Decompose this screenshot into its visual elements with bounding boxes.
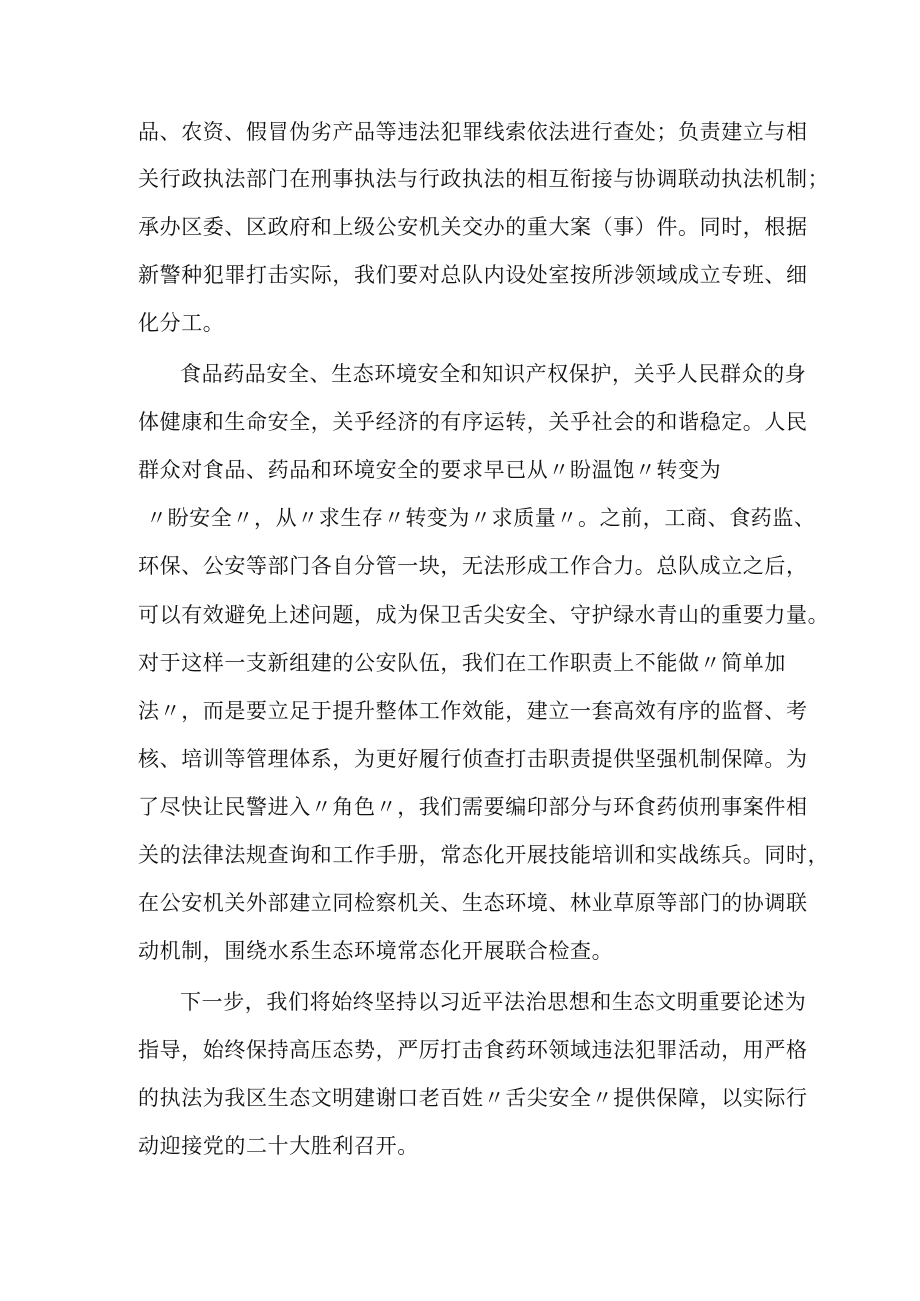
paragraph-first-line: 食品药品安全、生态环境安全和知识产权保护，关乎人民群众的身 [180,362,807,386]
text-line: 指导，始终保持高压态势，严厉打击食药环领域违法犯罪活动，用严格 [138,1038,808,1062]
text-line: 法〃，而是要立足于提升整体工作效能，建立一套高效有序的监督、考 [138,699,808,723]
text-line: 群众对食品、药品和环境安全的要求早已从〃盼温饱〃转变为 [138,458,722,482]
text-line: 动机制，围绕水系生态环境常态化开展联合检查。 [138,939,614,963]
text-line: 了尽快让民警进入〃角色〃，我们需要编印部分与环食药侦刑事案件相 [138,795,808,819]
text-line: 关的法律法规查询和工作手册，常态化开展技能培训和实战练兵。同时， [138,843,830,867]
text-line: 在公安机关外部建立同检察机关、生态环境、林业草原等部门的协调联 [138,891,808,915]
text-line: 品、农资、假冒伪劣产品等违法犯罪线索依法进行查处；负责建立与相 [138,120,808,144]
paragraph-first-line: 下一步，我们将始终坚持以习近平法治思想和生态文明重要论述为 [180,990,807,1014]
text-line: 对于这样一支新组建的公安队伍，我们在工作职责上不能做〃简单加 [138,651,786,675]
text-line: 关行政执法部门在刑事执法与行政执法的相互衔接与协调联动执法机制； [138,167,830,191]
text-line: 体健康和生命安全，关乎经济的有序运转，关乎社会的和谐稳定。人民 [138,410,808,434]
text-line: 〃盼安全〃，从〃求生存〃转变为〃求质量〃。之前，工商、食药监、 [146,506,816,530]
text-line: 新警种犯罪打击实际，我们要对总队内设处室按所涉领域成立专班、细 [138,263,808,287]
text-line: 承办区委、区政府和上级公安机关交办的重大案（事）件。同时，根据 [138,215,808,239]
text-line: 的执法为我区生态文明建谢口老百姓〃舌尖安全〃提供保障，以实际行 [138,1086,808,1110]
text-line: 化分工。 [138,311,225,335]
text-line: 核、培训等管理体系，为更好履行侦查打击职责提供坚强机制保障。为 [138,747,808,771]
text-line: 动迎接党的二十大胜利召开。 [138,1134,419,1158]
text-line: 环保、公安等部门各自分管一块，无法形成工作合力。总队成立之后， [138,554,808,578]
text-line: 可以有效避免上述问题，成为保卫舌尖安全、守护绿水青山的重要力量。 [138,603,830,627]
